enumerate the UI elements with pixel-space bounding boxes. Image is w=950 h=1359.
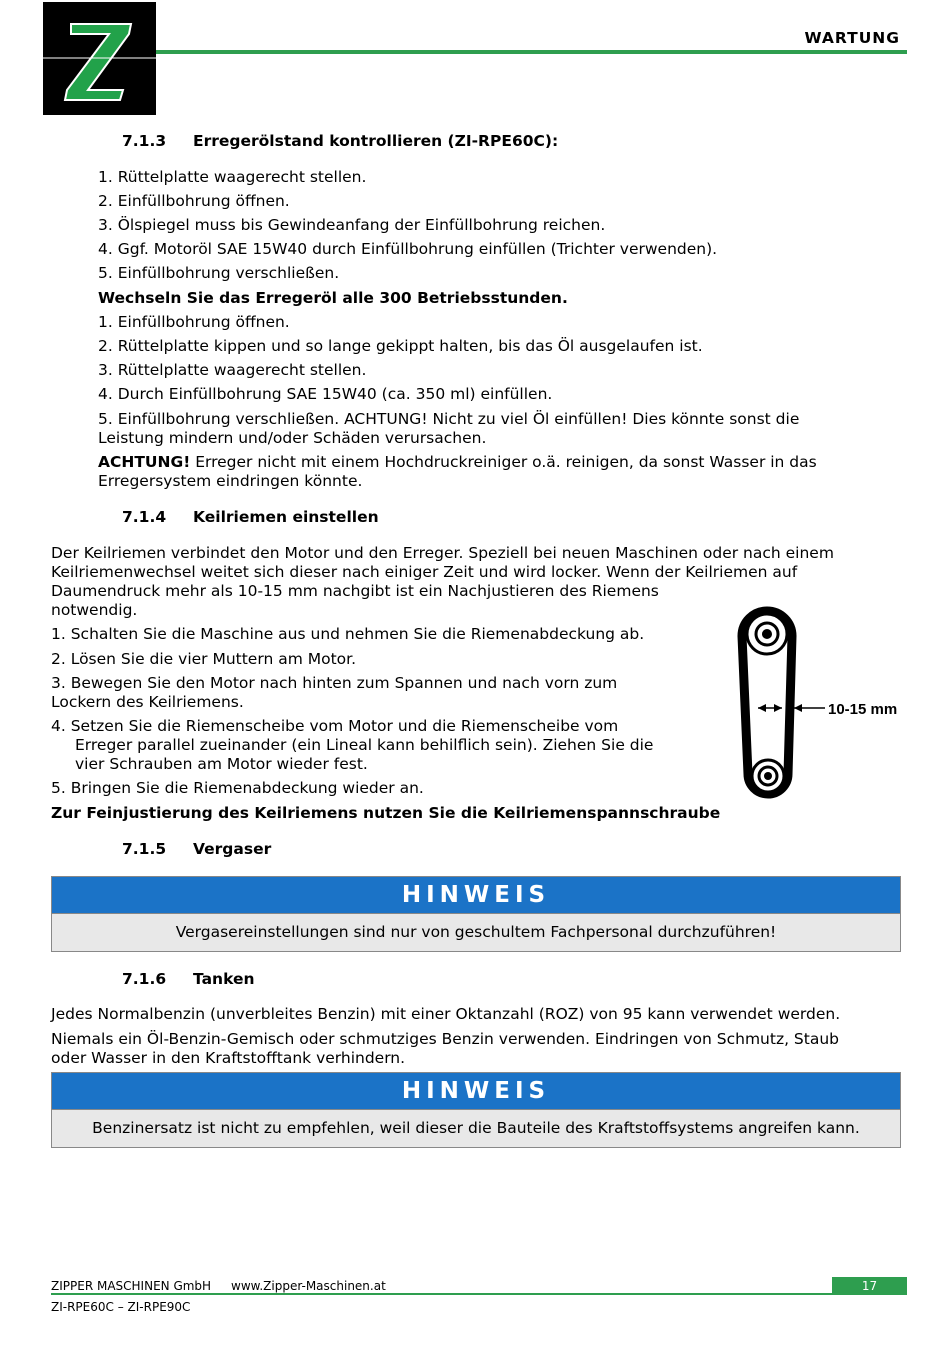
hinweis-box xyxy=(51,1072,901,1148)
heading-7-1-5: 7.1.5 Vergaser xyxy=(122,840,272,858)
heading-7-1-3: 7.1.3 Erregerölstand kontrollieren (ZI-RPE60C): xyxy=(122,132,559,150)
list-item-cont: Leistung mindern und/oder Schäden verursachen. xyxy=(98,429,487,447)
heading-7-1-4: 7.1.4 Keilriemen einstellen xyxy=(122,508,379,526)
page-number: 17 xyxy=(832,1277,907,1295)
hinweis-box xyxy=(51,876,901,952)
list-item: 1. Schalten Sie die Maschine aus und nehmen Sie die Riemenabdeckung ab. xyxy=(51,625,645,643)
bold-note: Zur Feinjustierung des Keilriemens nutzen Sie die Keilriemenspannschraube xyxy=(51,804,721,822)
bold-note: Wechseln Sie das Erregeröl alle 300 Betriebsstunden. xyxy=(98,289,568,307)
list-item: 5. Einfüllbohrung verschließen. ACHTUNG! Nicht zu viel Öl einfüllen! Dies könnte sonst die xyxy=(98,410,800,428)
paragraph-line: Keilriemenwechsel weitet sich dieser nach einiger Zeit und wird locker. Wenn der Keilriemen auf xyxy=(51,563,798,581)
paragraph-line: notwendig. xyxy=(51,601,138,619)
section-title: WARTUNG xyxy=(804,29,900,47)
paragraph-line: Daumendruck mehr als 10-15 mm nachgibt ist ein Nachjustieren des Riemens xyxy=(51,582,659,600)
paragraph-line: Jedes Normalbenzin (unverbleites Benzin) mit einer Oktanzahl (ROZ) von 95 kann verwendet werden. xyxy=(51,1005,841,1023)
list-item: 3. Rüttelplatte waagerecht stellen. xyxy=(98,361,367,379)
list-item: 3. Ölspiegel muss bis Gewindeanfang der Einfüllbohrung reichen. xyxy=(98,216,606,234)
list-item: 5. Bringen Sie die Riemenabdeckung wieder an. xyxy=(51,779,424,797)
hinweis-text: Vergasereinstellungen sind nur von geschultem Fachpersonal durchzuführen! xyxy=(52,913,900,951)
list-item: 4. Setzen Sie die Riemenscheibe vom Motor und die Riemenscheibe vom xyxy=(51,717,619,735)
list-item: 5. Einfüllbohrung verschließen. xyxy=(98,264,340,282)
footer-company: ZIPPER MASCHINEN GmbH xyxy=(51,1279,212,1293)
warning-note: ACHTUNG! Erreger nicht mit einem Hochdruckreiniger o.ä. reinigen, da sonst Wasser in das xyxy=(98,453,817,471)
hinweis-title: HINWEIS xyxy=(52,1073,900,1109)
list-item: 4. Ggf. Motoröl SAE 15W40 durch Einfüllbohrung einfüllen (Trichter verwenden). xyxy=(98,240,718,258)
figure-label: 10-15 mm xyxy=(828,701,898,718)
warning-note-cont: Erregersystem eindringen könnte. xyxy=(98,472,363,490)
list-item: 1. Einfüllbohrung öffnen. xyxy=(98,313,290,331)
hinweis-title: HINWEIS xyxy=(52,877,900,913)
list-item: 2. Lösen Sie die vier Muttern am Motor. xyxy=(51,650,357,668)
footer-url[interactable]: www.Zipper-Maschinen.at xyxy=(231,1279,386,1293)
list-item: 2. Rüttelplatte kippen und so lange gekippt halten, bis das Öl ausgelaufen ist. xyxy=(98,337,703,355)
zipper-logo xyxy=(43,2,156,115)
list-item: 3. Bewegen Sie den Motor nach hinten zum Spannen und nach vorn zum xyxy=(51,674,618,692)
v-belt-figure xyxy=(730,596,910,806)
footer-line xyxy=(51,1293,907,1295)
footer-model: ZI-RPE60C – ZI-RPE90C xyxy=(51,1300,191,1314)
hinweis-text: Benzinersatz ist nicht zu empfehlen, weil dieser die Bauteile des Kraftstoffsystems angreifen kann. xyxy=(52,1109,900,1147)
paragraph-line: Niemals ein Öl-Benzin-Gemisch oder schmutziges Benzin verwenden. Eindringen von Schmutz, Staub xyxy=(51,1030,840,1048)
paragraph-line: Der Keilriemen verbindet den Motor und den Erreger. Speziell bei neuen Maschinen oder nach einem xyxy=(51,544,834,562)
list-item-cont: Lockern des Keilriemens. xyxy=(51,693,244,711)
list-item: 4. Durch Einfüllbohrung SAE 15W40 (ca. 350 ml) einfüllen. xyxy=(98,385,553,403)
list-item-cont: vier Schrauben am Motor wieder fest. xyxy=(75,755,368,773)
paragraph-line: oder Wasser in den Kraftstofftank verhindern. xyxy=(51,1049,406,1067)
list-item: 1. Rüttelplatte waagerecht stellen. xyxy=(98,168,367,186)
heading-7-1-6: 7.1.6 Tanken xyxy=(122,970,255,988)
list-item-cont: Erreger parallel zueinander (ein Lineal kann behilflich sein). Ziehen Sie die xyxy=(75,736,654,754)
list-item: 2. Einfüllbohrung öffnen. xyxy=(98,192,290,210)
header-line xyxy=(156,50,907,54)
